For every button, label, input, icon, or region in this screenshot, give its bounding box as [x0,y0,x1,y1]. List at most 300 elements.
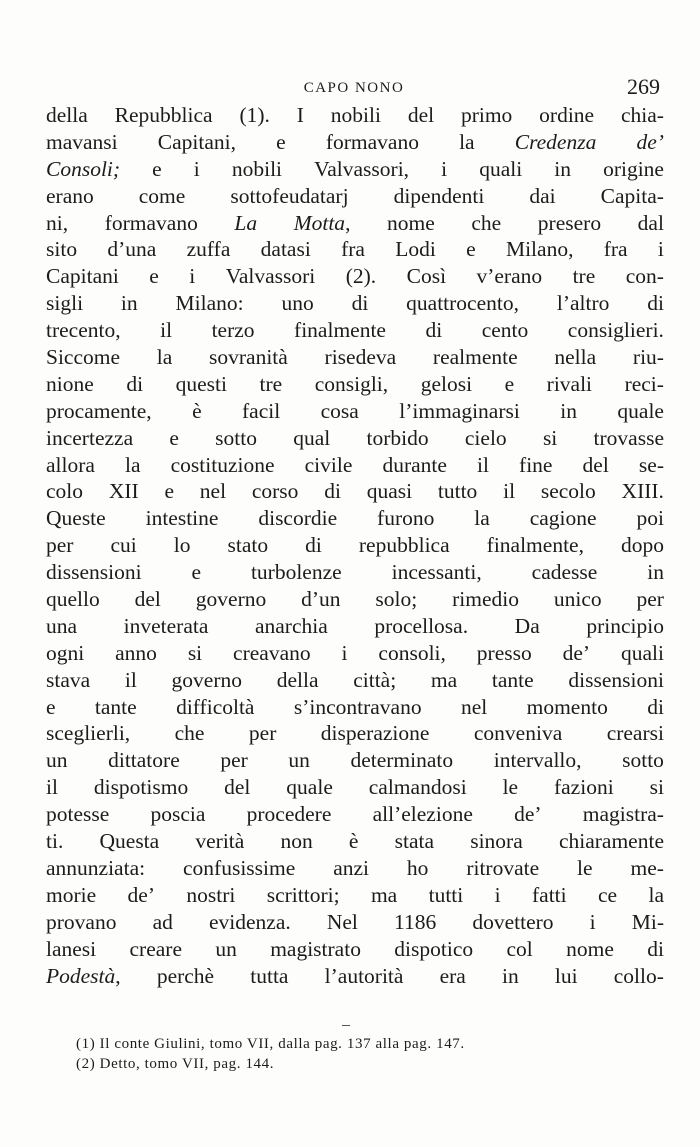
word: d’un [301,587,341,612]
text-line [46,936,664,963]
body-text [46,102,664,989]
word: Repubblica [114,103,213,127]
word: i [441,156,448,181]
word: e [149,264,159,289]
word: sotto [215,425,257,450]
word: città; [353,667,397,692]
word: zuffa [186,237,231,262]
word: costituzione [170,452,275,477]
word: il [124,667,137,692]
word: e [191,560,202,585]
word: e [276,129,286,154]
word: erano [46,183,94,208]
word: l’altro [556,291,610,316]
text-line [46,290,664,317]
word: Lodi [395,237,436,262]
word: i [657,237,664,262]
word: lanesi [46,936,97,961]
word: Credenza [514,129,597,154]
word: anzi [333,855,369,880]
word: nella [554,345,597,370]
word: con- [625,264,664,289]
word: facil [242,398,281,423]
word: nobili [231,156,283,181]
word: fazioni [553,775,614,800]
word: dissensioni [46,560,142,585]
word: fatti [532,882,567,907]
word: principio [586,613,664,638]
word: La [234,210,258,235]
word: dissensioni [568,667,664,692]
word: procedere [246,802,332,827]
word: v’erano [476,264,543,289]
word: ma [370,882,398,907]
text-line [46,317,664,344]
word: intestine [145,506,219,531]
word: sotto [622,748,664,773]
word: quasi [366,479,413,504]
word: Capita- [600,183,664,208]
word: del [224,775,251,800]
word: che [471,210,502,235]
word: turbolenze [250,560,342,585]
word: lo [173,533,191,558]
text-line [46,855,664,882]
text-line [46,371,664,398]
word: del [582,452,609,477]
word: consoli, [378,640,446,665]
word: trecento, [46,318,121,343]
word: terzo [211,318,255,343]
word: calmandosi [368,775,467,800]
word: poscia [150,802,206,827]
word: quali [620,640,664,665]
word: i [189,264,196,289]
word: reci- [624,371,664,396]
word: chiaramente [558,829,664,854]
word: del [134,587,161,612]
text-line [46,210,664,237]
word: i [341,640,348,665]
word: dopo [620,533,664,558]
word: di [647,291,664,316]
word: cui [110,533,137,558]
footnote-separator [342,1025,350,1026]
page-number: 269 [627,74,660,99]
word: inveterata [123,613,209,638]
word: quattrocento, [406,291,519,316]
word: datasi [260,237,311,262]
word: in [560,398,577,423]
word: Siccome [46,345,121,370]
word: annunziata: [46,855,146,880]
text-line [46,720,664,747]
word: cagione [529,506,597,531]
word: che [174,721,205,746]
word: Capitani [46,264,119,289]
word: nobili [330,103,381,127]
word: sito [46,237,78,262]
text-line [46,263,664,290]
word: fra [341,237,365,262]
word: ogni [46,640,85,665]
word: la [474,506,490,531]
word: Mi- [631,909,664,934]
word: de’ [127,882,155,907]
word: nel [460,694,488,719]
word: qual [293,425,331,450]
word: (2). [345,264,377,289]
word: finalmente [294,318,386,343]
word: realmente [432,345,518,370]
word: chia- [620,103,664,127]
footnote: (2) Detto, tomo VII, pag. 144. [76,1056,275,1072]
word: come [138,183,186,208]
word: dipendenti [393,183,485,208]
word: allora [46,452,95,477]
word: primo [460,103,513,127]
word: fine [519,452,553,477]
text-line [46,909,664,936]
word: cielo [464,425,507,450]
word: sovranità [209,345,288,370]
word: di [647,694,664,719]
word: stata [394,829,435,854]
word: intervallo, [493,748,582,773]
word: anno [115,640,157,665]
word: me- [630,855,664,880]
text-line [46,505,664,532]
text-line [46,640,664,667]
word: un [288,748,310,773]
text-line [46,613,664,640]
word: Nel [326,909,358,934]
word: Consoli; [46,156,121,181]
word: la [648,882,664,907]
text-line [46,425,664,452]
word: ho [406,855,429,880]
word: un [215,936,237,961]
word: magistrato [270,936,361,961]
word: nione [46,371,94,396]
word: di [647,936,664,961]
word: sigli [46,291,84,316]
word: e [152,156,162,181]
word: collo- [613,963,664,988]
word: gelosi [420,371,473,396]
word: magistra- [582,802,664,827]
word: ni, [46,210,69,235]
word: governo [195,587,267,612]
word: presso [476,640,532,665]
word: I [296,103,304,127]
word: evidenza. [208,909,291,934]
word: Podestà, [46,963,121,988]
word: i [589,909,596,934]
word: repubblica [358,533,450,558]
word: torbido [366,425,429,450]
word: procamente, [46,398,152,423]
text-line [46,478,664,505]
word: Da [514,613,540,638]
text-line [46,156,664,183]
word: stato [227,533,269,558]
word: Così [406,264,447,289]
word: di [305,533,322,558]
word: incertezza [46,425,134,450]
word: cento [481,318,529,343]
word: ad [152,909,173,934]
word: e [46,694,56,719]
word: era [439,963,466,988]
text-line [46,398,664,425]
word: di [324,479,341,504]
word: il [503,479,516,504]
word: in [120,291,138,316]
word: perchè [156,963,215,988]
word: ordine [539,103,595,127]
word: le [502,775,519,800]
word: il [46,775,58,800]
word: di [126,371,144,396]
text-line [46,963,664,990]
word: formavano [325,129,419,154]
word: scrittori; [266,882,340,907]
text-line [46,882,664,909]
word: ma [430,667,458,692]
word: i [494,882,501,907]
footnotes [76,1034,636,1074]
word: dispotico [394,936,474,961]
word: se- [638,452,664,477]
word: della [46,103,88,127]
word: tante [94,694,137,719]
text-line [46,102,664,129]
word: tutti [428,882,464,907]
word: all’elezione [372,802,473,827]
word: non [280,829,313,854]
word: anarchia [254,613,328,638]
word: si [542,425,558,450]
word: nostri [186,882,236,907]
word: dal [637,210,664,235]
word: XII [108,479,139,504]
word: Capitani, [157,129,237,154]
text-line [46,828,664,855]
word: finalmente, [486,533,584,558]
word: unico [553,587,602,612]
word: corso [251,479,299,504]
word: ritrovate [466,855,540,880]
text-line [46,183,664,210]
word: sinora [470,829,523,854]
word: è [348,829,359,854]
word: sottofeudatarj [230,183,349,208]
word: rimedio [452,587,519,612]
word: Queste [46,506,106,531]
text-line [46,129,664,156]
word: civile [304,452,353,477]
word: de’ [514,802,542,827]
word: la [125,452,141,477]
text-line [46,532,664,559]
word: potesse [46,802,110,827]
word: poi [636,506,664,531]
word: un [46,748,68,773]
word: si [187,640,203,665]
word: riu- [632,345,664,370]
word: de’ [636,129,664,154]
word: Valvassori, [314,156,410,181]
word: e [169,425,179,450]
word: il [160,318,173,343]
page-header [48,74,660,104]
word: tre [259,371,283,396]
word: morie [46,882,97,907]
word: consigli, [314,371,389,396]
word: stava [46,667,91,692]
text-line [46,694,664,721]
word: tante [491,667,534,692]
word: della [276,667,319,692]
word: dittatore [108,748,180,773]
word: durante [382,452,447,477]
text-line [46,586,664,613]
word: cosa [320,398,359,423]
word: e [164,479,174,504]
word: formavano [104,210,198,235]
word: conveniva [473,721,563,746]
word: sceglierli, [46,721,131,746]
word: nel [199,479,227,504]
word: del [407,103,435,127]
word: dovettero [472,909,554,934]
word: quali [479,156,523,181]
word: il [477,452,489,477]
word: momento [526,694,608,719]
word: col [506,936,533,961]
word: nome [387,210,435,235]
word: origine [603,156,664,181]
word: per [248,721,277,746]
text-line [46,774,664,801]
word: Questa [99,829,160,854]
word: l’immaginarsi [399,398,520,423]
word: di [425,318,443,343]
word: in [647,560,664,585]
word: tutta [250,963,289,988]
word: lui [554,963,578,988]
word: di [351,291,369,316]
word: tre [572,264,596,289]
running-head: CAPO NONO [303,80,405,96]
text-line [46,559,664,586]
word: in [554,156,571,181]
word: si [649,775,664,800]
word: mavansi [46,129,118,154]
word: per [220,748,248,773]
word: per [636,587,664,612]
word: de’ [562,640,591,665]
word: una [46,613,78,638]
word: la [156,345,173,370]
word: dispotismo [93,775,189,800]
word: tutto [437,479,478,504]
word: disperazione [320,721,430,746]
text-line [46,344,664,371]
word: Milano: [175,291,244,316]
word: d’una [107,237,157,262]
word: nome [566,936,614,961]
word: s’incontravano [293,694,422,719]
word: uno [281,291,314,316]
word: colo [46,479,84,504]
word: determinato [350,748,454,773]
word: Valvassori [225,264,316,289]
footnote: (1) Il conte Giulini, tomo VII, dalla pag. 137 alla pag. 147. [76,1036,465,1052]
word: consiglieri. [567,318,664,343]
word: fra [603,237,628,262]
word: incessanti, [391,560,482,585]
word: le [577,855,593,880]
word: risedeva [324,345,397,370]
word: dai [529,183,556,208]
word: governo [171,667,242,692]
word: Motta, [293,210,351,235]
word: procellosa. [374,613,469,638]
word: furono [377,506,435,531]
word: presero [537,210,602,235]
word: discordie [258,506,338,531]
word: ce [598,882,618,907]
word: i [193,156,200,181]
text-line [46,236,664,263]
word: secolo [540,479,596,504]
word: e [466,237,476,262]
word: la [459,129,475,154]
word: rivali [546,371,593,396]
text-line [46,801,664,828]
word: solo; [375,587,418,612]
word: cadesse [531,560,598,585]
word: XIII. [621,479,664,504]
word: trovasse [593,425,664,450]
word: provano [46,909,117,934]
word: questi [175,371,227,396]
word: per [46,533,74,558]
word: quello [46,587,100,612]
word: quale [617,398,664,423]
word: 1186 [394,909,437,934]
text-line [46,747,664,774]
word: difficoltà [176,694,255,719]
word: ti. [46,829,64,854]
word: l’autorità [324,963,404,988]
word: in [502,963,519,988]
word: e [504,371,515,396]
word: Milano, [505,237,574,262]
word: verità [195,829,245,854]
text-line [46,667,664,694]
word: creare [129,936,182,961]
word: creavano [233,640,311,665]
text-line [46,452,664,479]
word: è [192,398,202,423]
word: quale [286,775,333,800]
word: confusissime [183,855,296,880]
word: crearsi [606,721,664,746]
word: (1). [239,103,270,127]
